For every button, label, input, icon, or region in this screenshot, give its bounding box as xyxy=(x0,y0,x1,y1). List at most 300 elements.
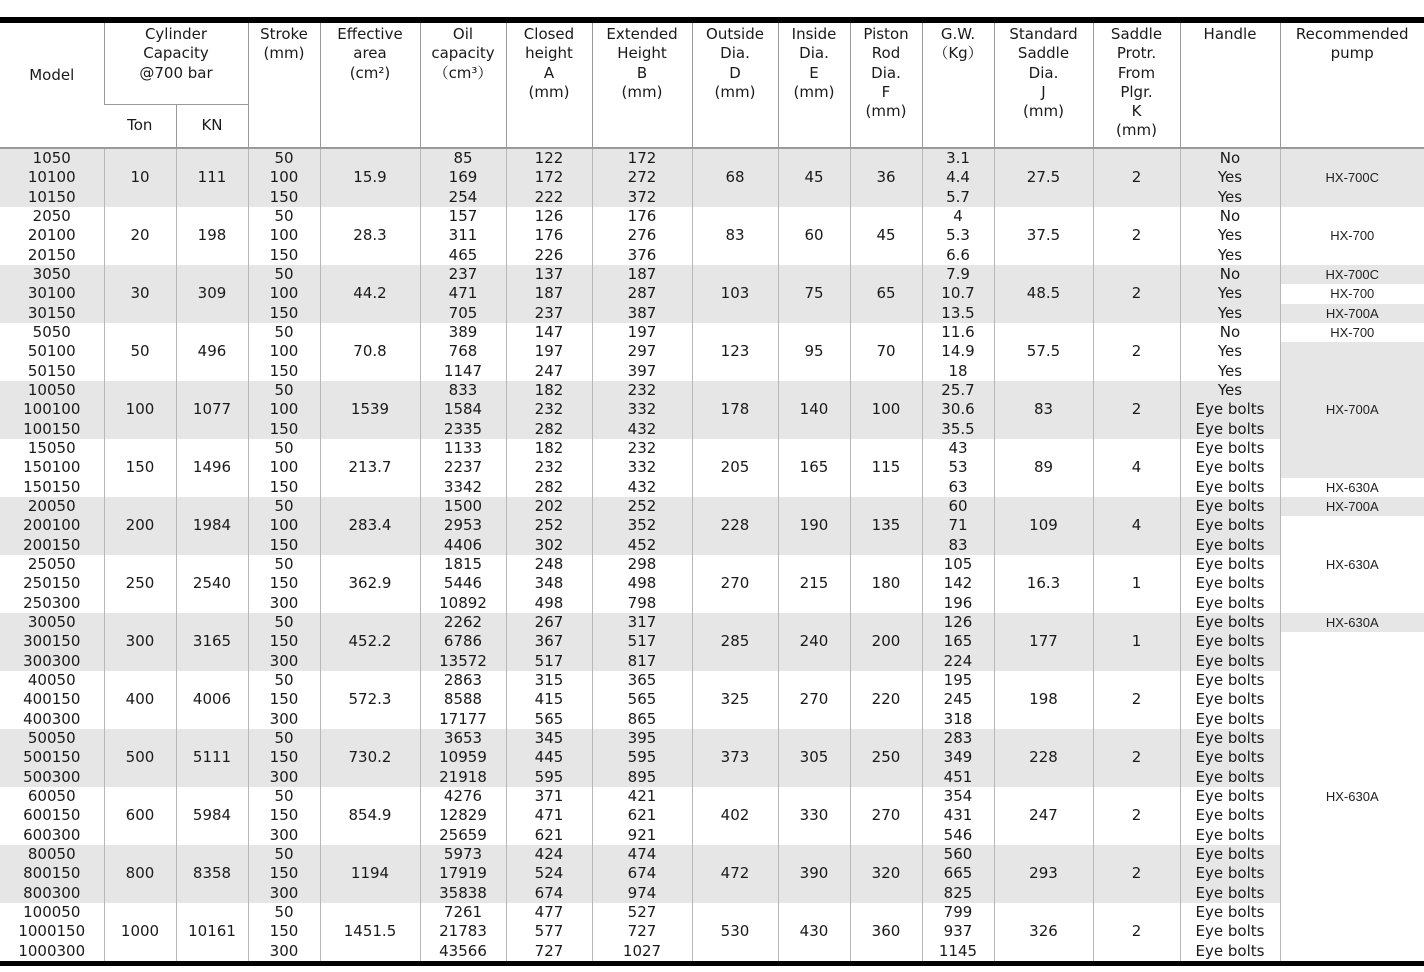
header-line: Dia. xyxy=(871,63,901,82)
cell-handle-line: Eye bolts xyxy=(1195,806,1265,825)
cell-oil-capacity xyxy=(420,497,506,555)
cell-ton: 600 xyxy=(104,787,176,845)
cell-closed-height xyxy=(506,671,592,729)
cell-gw-line: 5.3 xyxy=(946,226,970,245)
cell-oil-capacity-line: 2262 xyxy=(443,612,483,631)
cell-handle-line: Eye bolts xyxy=(1195,767,1265,786)
cell-saddle-dia: 37.5 xyxy=(994,207,1093,265)
cell-closed-height-line: 137 xyxy=(534,264,564,283)
cell-saddle-protr: 2 xyxy=(1093,671,1180,729)
cell-gw xyxy=(922,497,994,555)
cell-closed-height xyxy=(506,439,592,497)
cell-closed-height xyxy=(506,265,592,323)
cell-gw xyxy=(922,207,994,265)
cell-saddle-protr: 2 xyxy=(1093,265,1180,323)
cell-gw xyxy=(922,671,994,729)
cell-closed-height-line: 226 xyxy=(534,245,564,264)
cell-inside-dia: 140 xyxy=(778,381,850,439)
cell-gw xyxy=(922,439,994,497)
cell-closed-height-line: 415 xyxy=(534,690,564,709)
cell-extended-height-line: 187 xyxy=(627,264,657,283)
cell-handle xyxy=(1180,323,1280,381)
cell-gw-line: 825 xyxy=(943,883,973,902)
cell-effective-area: 730.2 xyxy=(320,729,420,787)
header-line: pump xyxy=(1330,44,1374,63)
cell-kn: 111 xyxy=(176,148,248,207)
cell-handle-line: Eye bolts xyxy=(1195,516,1265,535)
cell-extended-height-line: 895 xyxy=(627,767,657,786)
header-line: Plgr. xyxy=(1120,82,1153,101)
cell-extended-height-line: 595 xyxy=(627,748,657,767)
cell-gw-line: 10.7 xyxy=(941,284,975,303)
cell-ton: 200 xyxy=(104,497,176,555)
cell-stroke-line: 150 xyxy=(269,361,299,380)
cell-handle-line: Yes xyxy=(1217,168,1243,187)
cell-stroke-line: 100 xyxy=(269,226,299,245)
cell-model-line: 10150 xyxy=(27,187,76,206)
cell-model-line: 150150 xyxy=(23,477,81,496)
cell-handle xyxy=(1180,787,1280,845)
cell-oil-capacity-line: 2863 xyxy=(443,670,483,689)
cell-oil-capacity-line: 465 xyxy=(448,245,478,264)
cell-stroke xyxy=(248,729,320,787)
cell-saddle-protr: 2 xyxy=(1093,787,1180,845)
cell-effective-area: 15.9 xyxy=(320,148,420,207)
cell-closed-height-line: 197 xyxy=(534,342,564,361)
cell-extended-height xyxy=(592,381,692,439)
cell-inside-dia: 330 xyxy=(778,787,850,845)
cell-stroke-line: 100 xyxy=(269,168,299,187)
cell-oil-capacity xyxy=(420,381,506,439)
cell-extended-height-line: 974 xyxy=(627,883,657,902)
cell-stroke xyxy=(248,903,320,961)
cell-handle-line: Yes xyxy=(1217,380,1243,399)
cell-gw-line: 43 xyxy=(948,438,968,457)
cell-piston-rod-dia: 180 xyxy=(850,555,922,613)
cell-model-line: 100050 xyxy=(23,903,81,921)
cell-oil-capacity-line: 85 xyxy=(453,149,473,167)
cell-saddle-protr: 1 xyxy=(1093,555,1180,613)
table-row xyxy=(0,439,1424,497)
header-line: (mm) xyxy=(865,102,907,121)
cell-model-line: 5050 xyxy=(32,322,71,341)
cell-handle-line: Eye bolts xyxy=(1195,670,1265,689)
cell-outside-dia: 472 xyxy=(692,845,778,903)
cell-gw-line: 11.6 xyxy=(941,322,975,341)
table-row xyxy=(0,729,1424,787)
cell-stroke-line: 50 xyxy=(274,903,294,921)
cell-oil-capacity-line: 1815 xyxy=(443,554,483,573)
cell-kn: 1077 xyxy=(176,381,248,439)
header-line: （Kg） xyxy=(933,44,983,63)
header-line: Effective xyxy=(337,25,403,43)
table-row xyxy=(0,903,1424,961)
cell-closed-height xyxy=(506,148,592,207)
cell-gw-line: 318 xyxy=(943,709,973,728)
table-row xyxy=(0,845,1424,903)
header-piston-rod-dia xyxy=(850,23,922,148)
cell-closed-height-line: 367 xyxy=(534,632,564,651)
cell-gw-line: 83 xyxy=(948,535,968,554)
cell-extended-height-line: 387 xyxy=(627,303,657,322)
cell-oil-capacity-line: 389 xyxy=(448,322,478,341)
cell-saddle-dia: 247 xyxy=(994,787,1093,845)
cell-effective-area: 854.9 xyxy=(320,787,420,845)
cell-handle-line: Eye bolts xyxy=(1195,883,1265,902)
cell-handle-line: Eye bolts xyxy=(1195,496,1265,515)
cell-model-line: 50050 xyxy=(27,728,76,747)
cell-gw xyxy=(922,729,994,787)
pump-cell: HX-700 xyxy=(1330,325,1375,341)
cell-gw-line: 4 xyxy=(953,206,963,225)
cell-closed-height xyxy=(506,845,592,903)
header-line: (mm) xyxy=(793,82,835,101)
cell-outside-dia: 285 xyxy=(692,613,778,671)
header-kn: KN xyxy=(176,104,248,148)
pump-cell: HX-630A xyxy=(1325,789,1379,804)
cell-oil-capacity-line: 3342 xyxy=(443,477,483,496)
cell-ton: 100 xyxy=(104,381,176,439)
cell-extended-height xyxy=(592,555,692,613)
cell-oil-capacity-line: 1133 xyxy=(443,438,483,457)
cell-extended-height xyxy=(592,148,692,207)
cell-inside-dia: 95 xyxy=(778,323,850,381)
cell-handle-line: No xyxy=(1219,264,1241,283)
cell-saddle-dia: 198 xyxy=(994,671,1093,729)
cell-closed-height-line: 122 xyxy=(534,149,564,167)
cell-oil-capacity xyxy=(420,845,506,903)
cell-model-line: 20150 xyxy=(27,245,76,264)
cell-oil-capacity-line: 254 xyxy=(448,187,478,206)
cell-closed-height-line: 252 xyxy=(534,516,564,535)
header-oil-capacity xyxy=(420,23,506,148)
cell-kn: 4006 xyxy=(176,671,248,729)
cell-gw-line: 105 xyxy=(943,554,973,573)
cell-oil-capacity-line: 1584 xyxy=(443,400,483,419)
cell-stroke-line: 300 xyxy=(269,651,299,670)
cell-kn: 5111 xyxy=(176,729,248,787)
cell-ton: 500 xyxy=(104,729,176,787)
cell-model xyxy=(0,729,104,787)
cell-extended-height-line: 517 xyxy=(627,632,657,651)
cell-extended-height xyxy=(592,323,692,381)
cell-extended-height-line: 352 xyxy=(627,516,657,535)
cell-gw-line: 30.6 xyxy=(941,400,975,419)
cell-closed-height-line: 498 xyxy=(534,593,564,612)
cell-gw-line: 196 xyxy=(943,593,973,612)
cell-effective-area: 283.4 xyxy=(320,497,420,555)
cell-inside-dia: 190 xyxy=(778,497,850,555)
cell-extended-height-line: 287 xyxy=(627,284,657,303)
cell-stroke xyxy=(248,787,320,845)
cell-closed-height-line: 674 xyxy=(534,883,564,902)
cell-saddle-protr: 2 xyxy=(1093,148,1180,207)
header-line: Dia. xyxy=(1028,63,1059,82)
header-line: A xyxy=(543,63,555,82)
cell-extended-height-line: 798 xyxy=(627,593,657,612)
cell-closed-height-line: 172 xyxy=(534,168,564,187)
cell-closed-height-line: 315 xyxy=(534,670,564,689)
cell-closed-height-line: 595 xyxy=(534,767,564,786)
cell-saddle-dia: 27.5 xyxy=(994,148,1093,207)
cell-oil-capacity-line: 21918 xyxy=(439,767,487,786)
cell-stroke-line: 50 xyxy=(274,264,294,283)
cell-saddle-protr: 4 xyxy=(1093,497,1180,555)
cell-oil-capacity-line: 5973 xyxy=(443,844,483,863)
header-line: Standard xyxy=(1009,25,1078,43)
cell-gw-line: 799 xyxy=(943,903,973,921)
cell-closed-height-line: 345 xyxy=(534,728,564,747)
cell-closed-height-line: 577 xyxy=(534,922,564,941)
cell-closed-height-line: 471 xyxy=(534,806,564,825)
cell-handle-line: Eye bolts xyxy=(1195,477,1265,496)
cell-model-line: 30050 xyxy=(27,612,76,631)
cell-gw xyxy=(922,323,994,381)
recommended-pump-column xyxy=(1280,148,1424,961)
cell-model xyxy=(0,148,104,207)
cell-closed-height-line: 182 xyxy=(534,438,564,457)
cell-closed-height-line: 232 xyxy=(534,400,564,419)
cell-oil-capacity-line: 12829 xyxy=(439,806,487,825)
header-line: Capacity xyxy=(143,44,209,63)
cell-closed-height xyxy=(506,497,592,555)
cell-closed-height-line: 727 xyxy=(534,941,564,960)
cell-kn: 198 xyxy=(176,207,248,265)
cell-extended-height-line: 674 xyxy=(627,864,657,883)
cell-handle xyxy=(1180,903,1280,961)
cell-saddle-protr: 4 xyxy=(1093,439,1180,497)
cell-gw xyxy=(922,148,994,207)
cell-piston-rod-dia: 250 xyxy=(850,729,922,787)
cell-handle-line: Eye bolts xyxy=(1195,458,1265,477)
cell-oil-capacity xyxy=(420,903,506,961)
pump-cell: HX-700 xyxy=(1330,286,1375,302)
cell-stroke-line: 150 xyxy=(269,632,299,651)
cell-model-line: 400300 xyxy=(23,709,81,728)
cell-ton: 150 xyxy=(104,439,176,497)
cell-closed-height-line: 424 xyxy=(534,844,564,863)
header-line: (mm) xyxy=(714,82,756,101)
cell-model-line: 1050 xyxy=(32,149,71,167)
cell-handle xyxy=(1180,729,1280,787)
cell-saddle-dia: 83 xyxy=(994,381,1093,439)
cell-stroke-line: 50 xyxy=(274,844,294,863)
cell-gw-line: 142 xyxy=(943,574,973,593)
cell-handle-line: Yes xyxy=(1217,303,1243,322)
table-row xyxy=(0,207,1424,265)
header-capacity xyxy=(104,23,248,104)
cell-oil-capacity-line: 7261 xyxy=(443,903,483,921)
cell-gw xyxy=(922,265,994,323)
cell-closed-height xyxy=(506,613,592,671)
cell-handle-line: Eye bolts xyxy=(1195,786,1265,805)
cell-stroke-line: 150 xyxy=(269,303,299,322)
cell-model-line: 300150 xyxy=(23,632,81,651)
cell-handle xyxy=(1180,845,1280,903)
header-line: F xyxy=(881,82,891,101)
cell-extended-height xyxy=(592,845,692,903)
cell-piston-rod-dia: 320 xyxy=(850,845,922,903)
cell-extended-height-line: 372 xyxy=(627,187,657,206)
cell-kn: 5984 xyxy=(176,787,248,845)
cell-oil-capacity-line: 35838 xyxy=(439,883,487,902)
cell-model-line: 200150 xyxy=(23,535,81,554)
header-line: (mm) xyxy=(263,44,305,63)
cell-stroke-line: 100 xyxy=(269,284,299,303)
table-row xyxy=(0,265,1424,323)
cell-stroke-line: 50 xyxy=(274,786,294,805)
cell-extended-height-line: 817 xyxy=(627,651,657,670)
cell-handle-line: No xyxy=(1219,322,1241,341)
cell-handle-line: Eye bolts xyxy=(1195,941,1265,960)
cell-model-line: 30100 xyxy=(27,284,76,303)
cell-extended-height-line: 397 xyxy=(627,361,657,380)
cell-effective-area: 452.2 xyxy=(320,613,420,671)
cell-outside-dia: 530 xyxy=(692,903,778,961)
cell-extended-height-line: 297 xyxy=(627,342,657,361)
cell-stroke xyxy=(248,613,320,671)
cell-oil-capacity xyxy=(420,613,506,671)
cell-stroke-line: 150 xyxy=(269,477,299,496)
cell-model-line: 15050 xyxy=(27,438,76,457)
cell-model-line: 50150 xyxy=(27,361,76,380)
cell-model-line: 1000150 xyxy=(18,922,86,941)
cell-inside-dia: 165 xyxy=(778,439,850,497)
cell-saddle-dia: 48.5 xyxy=(994,265,1093,323)
cell-extended-height-line: 432 xyxy=(627,419,657,438)
header-line: Protr. xyxy=(1116,44,1157,63)
cell-model-line: 800150 xyxy=(23,864,81,883)
pump-cell: HX-700A xyxy=(1281,497,1424,516)
pump-cell: HX-630A xyxy=(1281,613,1424,632)
cell-inside-dia: 60 xyxy=(778,207,850,265)
cell-saddle-protr: 2 xyxy=(1093,207,1180,265)
cell-oil-capacity-line: 13572 xyxy=(439,651,487,670)
cell-oil-capacity xyxy=(420,323,506,381)
cell-saddle-dia: 16.3 xyxy=(994,555,1093,613)
cell-stroke-line: 300 xyxy=(269,709,299,728)
header-effective-area xyxy=(320,23,420,148)
cell-saddle-dia: 228 xyxy=(994,729,1093,787)
cell-model-line: 10050 xyxy=(27,380,76,399)
cell-model-line: 80050 xyxy=(27,844,76,863)
pump-cell: HX-630A xyxy=(1325,479,1379,495)
cell-effective-area: 1194 xyxy=(320,845,420,903)
cell-oil-capacity xyxy=(420,787,506,845)
cell-stroke xyxy=(248,265,320,323)
cell-stroke xyxy=(248,207,320,265)
cell-stroke-line: 150 xyxy=(269,690,299,709)
cell-extended-height-line: 332 xyxy=(627,400,657,419)
cell-effective-area: 70.8 xyxy=(320,323,420,381)
header-handle xyxy=(1180,23,1280,148)
cell-closed-height-line: 247 xyxy=(534,361,564,380)
cell-model-line: 600150 xyxy=(23,806,81,825)
cell-gw xyxy=(922,381,994,439)
cell-extended-height xyxy=(592,439,692,497)
header-ton: Ton xyxy=(127,116,153,135)
cell-oil-capacity-line: 25659 xyxy=(439,825,487,844)
cell-gw-line: 354 xyxy=(943,786,973,805)
cell-gw-line: 5.7 xyxy=(946,187,970,206)
cell-model-line: 60050 xyxy=(27,786,76,805)
cell-oil-capacity-line: 21783 xyxy=(439,922,487,941)
cell-handle-line: Eye bolts xyxy=(1195,574,1265,593)
header-line: (mm) xyxy=(528,82,570,101)
cell-closed-height-line: 302 xyxy=(534,535,564,554)
cell-piston-rod-dia: 360 xyxy=(850,903,922,961)
cell-gw-line: 63 xyxy=(948,477,968,496)
cell-extended-height xyxy=(592,497,692,555)
cell-handle-line: Eye bolts xyxy=(1195,554,1265,573)
cell-oil-capacity-line: 2953 xyxy=(443,516,483,535)
cell-oil-capacity-line: 768 xyxy=(448,342,478,361)
header-line: （cm³） xyxy=(433,63,493,82)
cell-model-line: 2050 xyxy=(32,206,71,225)
cell-kn: 10161 xyxy=(176,903,248,961)
cell-extended-height-line: 172 xyxy=(627,149,657,167)
cell-outside-dia: 325 xyxy=(692,671,778,729)
header-line: Closed xyxy=(523,25,575,43)
cell-stroke-line: 300 xyxy=(269,767,299,786)
cell-extended-height-line: 365 xyxy=(627,670,657,689)
cell-oil-capacity-line: 1147 xyxy=(443,361,483,380)
cell-oil-capacity-line: 6786 xyxy=(443,632,483,651)
cell-stroke-line: 150 xyxy=(269,419,299,438)
header-saddle-protr xyxy=(1093,23,1180,148)
cell-model-line: 250150 xyxy=(23,574,81,593)
cell-stroke xyxy=(248,671,320,729)
cell-model-line: 1000300 xyxy=(18,941,86,960)
header-line: @700 bar xyxy=(139,63,213,82)
cell-model-line: 300300 xyxy=(23,651,81,670)
cell-closed-height xyxy=(506,381,592,439)
header-saddle-dia xyxy=(994,23,1093,148)
cell-model-line: 150100 xyxy=(23,458,81,477)
cell-ton: 1000 xyxy=(104,903,176,961)
cell-gw-line: 165 xyxy=(943,632,973,651)
cell-extended-height-line: 421 xyxy=(627,786,657,805)
cell-oil-capacity-line: 311 xyxy=(448,226,478,245)
cell-model-line: 25050 xyxy=(27,554,76,573)
cell-extended-height-line: 498 xyxy=(627,574,657,593)
cell-closed-height xyxy=(506,207,592,265)
pump-cell: HX-700 xyxy=(1330,228,1375,244)
cell-kn: 1984 xyxy=(176,497,248,555)
cell-ton: 800 xyxy=(104,845,176,903)
table-row xyxy=(0,381,1424,439)
cell-stroke-line: 50 xyxy=(274,728,294,747)
cell-closed-height-line: 477 xyxy=(534,903,564,921)
cell-outside-dia: 205 xyxy=(692,439,778,497)
cell-handle-line: Eye bolts xyxy=(1195,864,1265,883)
header-extended-height xyxy=(592,23,692,148)
cell-model-line: 800300 xyxy=(23,883,81,902)
cell-extended-height-line: 1027 xyxy=(622,941,662,960)
header-outside-dia xyxy=(692,23,778,148)
cell-closed-height-line: 202 xyxy=(534,496,564,515)
cell-inside-dia: 270 xyxy=(778,671,850,729)
cell-handle-line: Yes xyxy=(1217,226,1243,245)
cell-effective-area: 572.3 xyxy=(320,671,420,729)
cell-saddle-protr: 2 xyxy=(1093,845,1180,903)
cell-stroke xyxy=(248,323,320,381)
cell-stroke-line: 150 xyxy=(269,748,299,767)
cell-model xyxy=(0,207,104,265)
cell-inside-dia: 215 xyxy=(778,555,850,613)
cell-extended-height-line: 376 xyxy=(627,245,657,264)
cell-stroke xyxy=(248,497,320,555)
